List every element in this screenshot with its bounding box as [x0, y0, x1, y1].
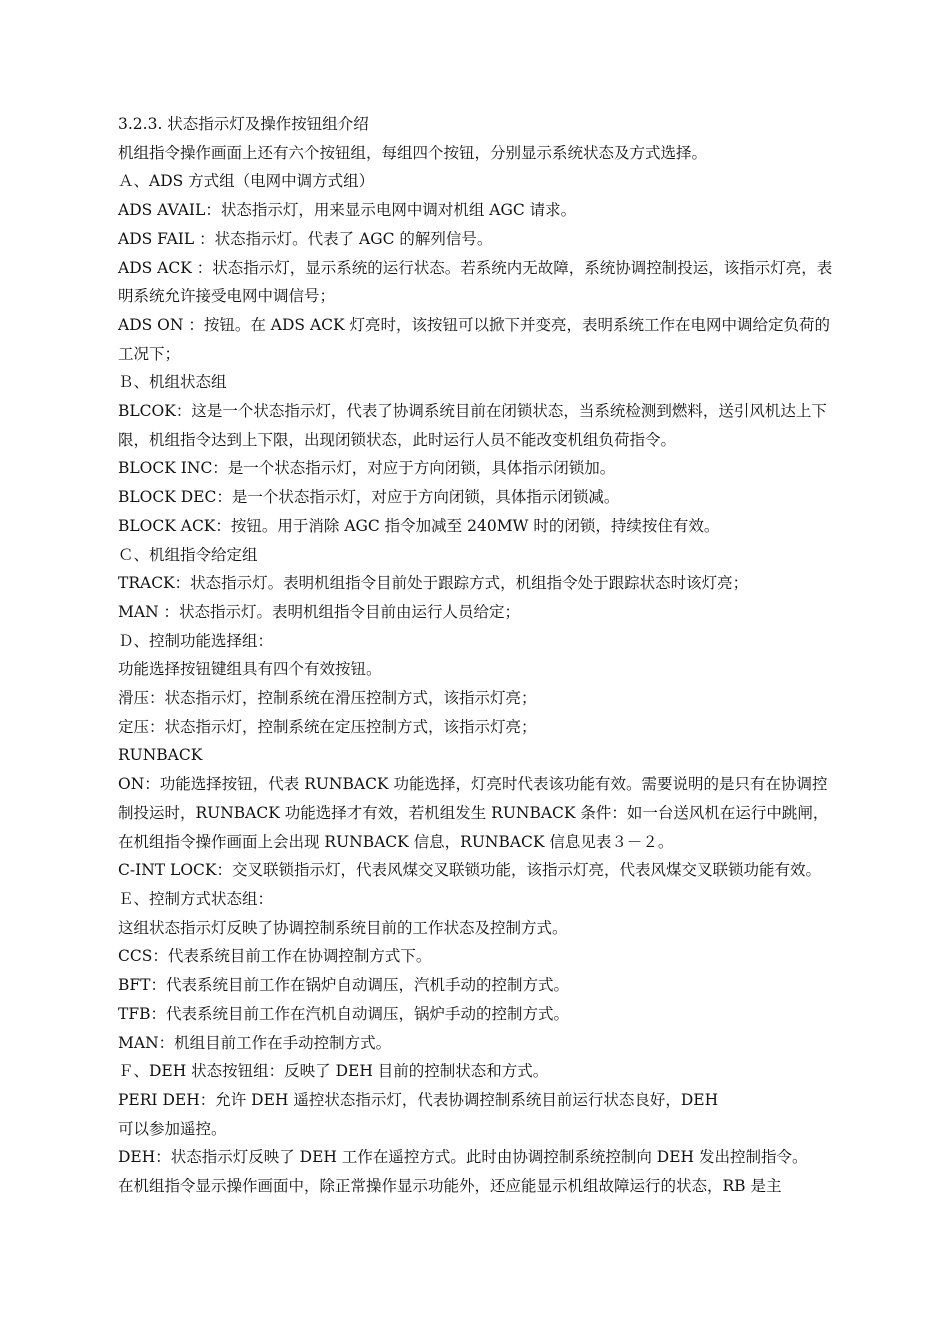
group-e-heading: Ｅ、控制方式状态组：: [118, 889, 274, 908]
man-paragraph: MAN ：状态指示灯。表明机组指令目前由运行人员给定；: [118, 602, 521, 621]
ccs-paragraph: CCS：代表系统目前工作在协调控制方式下。: [118, 947, 432, 966]
peri-deh-continuation: 可以参加遥控。: [118, 1119, 227, 1138]
peri-deh-paragraph: PERI DEH：允许 DEH 遥控状态指示灯，代表协调控制系统目前运行状态良好，DEH: [118, 1090, 719, 1109]
fault-status-paragraph: 在机组指令显示操作画面中，除正常操作显示功能外，还应能显示机组故障运行的状态，RB 是主: [118, 1177, 782, 1196]
tfb-paragraph: TFB：代表系统目前工作在汽机自动调压，锅炉手动的控制方式。: [118, 1004, 569, 1023]
ads-on-paragraph: ADS ON ：按钮。在 ADS ACK 灯亮时，该按钮可以掀下并变亮，表明系统工作在电网中调给定负荷的工况下；: [118, 315, 831, 363]
track-paragraph: TRACK：状态指示灯。表明机组指令目前处于跟踪方式，机组指令处于跟踪状态时该灯亮；: [118, 574, 749, 593]
ads-fail-paragraph: ADS FAIL ：状态指示灯。代表了 AGC 的解列信号。: [118, 229, 493, 248]
manual-mode-paragraph: MAN：机组目前工作在手动控制方式。: [118, 1033, 392, 1052]
intro-paragraph: 机组指令操作画面上还有六个按钮组，每组四个按钮，分别显示系统状态及方式选择。: [118, 143, 708, 162]
group-b-heading: Ｂ、机组状态组: [118, 373, 227, 392]
group-f-heading: Ｆ、DEH 状态按钮组：反映了 DEH 目前的控制状态和方式。: [118, 1062, 549, 1081]
runback-label: RUNBACK: [118, 746, 203, 765]
group-d-heading: Ｄ、控制功能选择组：: [118, 631, 274, 650]
section-heading: 3.2.3. 状态指示灯及操作按钮组介绍: [118, 115, 369, 133]
bft-paragraph: BFT：代表系统目前工作在锅炉自动调压，汽机手动的控制方式。: [118, 976, 569, 995]
group-e-intro-paragraph: 这组状态指示灯反映了协调控制系统目前的工作状态及控制方式。: [118, 918, 568, 937]
fixed-pressure-paragraph: 定压：状态指示灯，控制系统在定压控制方式，该指示灯亮；: [118, 717, 537, 736]
blcok-paragraph: BLCOK：这是一个状态指示灯，代表了协调系统目前在闭锁状态，当系统检测到燃料，送引风机达上下限，机组指令达到上下限，出现闭锁状态，此时运行人员不能改变机组负荷指令。: [118, 402, 827, 449]
c-int-lock-paragraph: C-INT LOCK：交叉联锁指示灯，代表风煤交叉联锁功能，该指示灯亮，代表风煤交叉联锁功能有效。: [118, 861, 821, 880]
ads-ack-paragraph: ADS ACK ：状态指示灯，显示系统的运行状态。若系统内无故障，系统协调控制投运，该指示灯亮，表明系统允许接受电网中调信号；: [118, 258, 833, 306]
block-inc-paragraph: BLOCK INC：是一个状态指示灯，对应于方向闭锁，具体指示闭锁加。: [118, 459, 616, 478]
deh-paragraph: DEH：状态指示灯反映了 DEH 工作在遥控方式。此时由协调控制系统控制向 DEH 发出控制指令。: [118, 1148, 808, 1167]
document-body: [118, 110, 838, 1201]
runback-on-paragraph: ON：功能选择按钮，代表 RUNBACK 功能选择，灯亮时代表该功能有效。需要说明的是只有在协调控制投运时，RUNBACK 功能选择才有效，若机组发生 RUNBACK 条件：如一台送风机在运行中跳闸，在机组指令操作画面上会出现 RUNBACK 信息，RUNBACK 信息见表３－２。: [118, 775, 829, 851]
group-a-heading: Ａ、ADS 方式组（电网中调方式组）: [118, 172, 375, 191]
block-ack-paragraph: BLOCK ACK：按钮。用于消除 AGC 指令加减至 240MW 时的闭锁，持续按住有效。: [118, 516, 720, 535]
sliding-pressure-paragraph: 滑压：状态指示灯，控制系统在滑压控制方式，该指示灯亮；: [118, 689, 537, 708]
group-c-heading: Ｃ、机组指令给定组: [118, 545, 258, 564]
ads-avail-paragraph: ADS AVAIL：状态指示灯，用来显示电网中调对机组 AGC 请求。: [118, 201, 577, 220]
block-dec-paragraph: BLOCK DEC：是一个状态指示灯，对应于方向闭锁，具体指示闭锁减。: [118, 488, 620, 507]
function-buttons-paragraph: 功能选择按钮键组具有四个有效按钮。: [118, 660, 382, 679]
